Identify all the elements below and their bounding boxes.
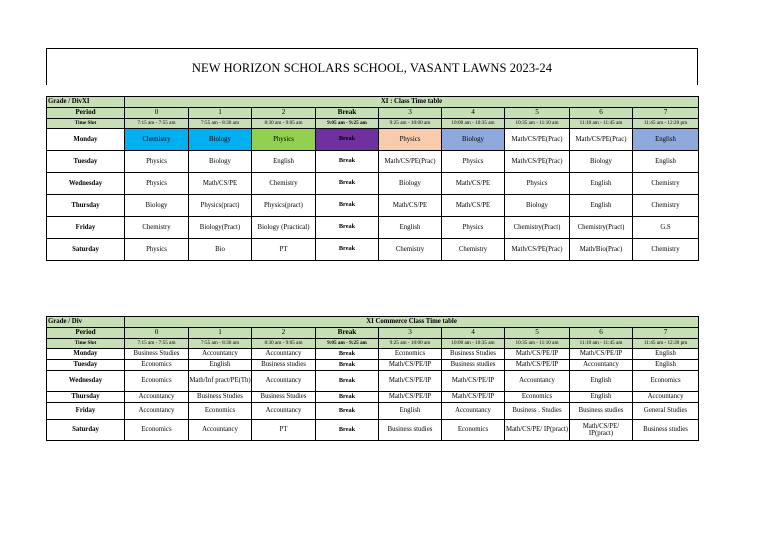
day-label: Monday [47, 129, 125, 151]
table-row [47, 392, 699, 403]
timetable-cell: Physics [379, 129, 442, 151]
period-number: 5 [505, 328, 570, 339]
timetable-cell: Business Studies [252, 392, 316, 403]
timetable-cell: Biology [189, 129, 252, 151]
table-caption-row [47, 97, 699, 108]
period-number: 6 [570, 328, 633, 339]
timetable-cell: Physics(pract) [189, 195, 252, 217]
school-title-box [46, 48, 698, 85]
timetable-cell: Economics [633, 371, 699, 392]
day-label: Wednesday [47, 173, 125, 195]
timeslot: 11:10 am - 11:45 am [570, 119, 633, 129]
break-cell: Break [316, 239, 379, 261]
timetable-cell: Biology (Practical) [252, 217, 316, 239]
table-row [47, 217, 699, 239]
timetable-cell: Business Studies [189, 392, 252, 403]
timetable-cell: Economics [379, 349, 442, 360]
timetable-cell: English [570, 392, 633, 403]
timetable-cell: Chemistry [252, 173, 316, 195]
commerce-timetable [46, 316, 699, 441]
timetable-cell: Math/CS/PE [442, 173, 505, 195]
table-row [47, 349, 699, 360]
timetable-cell: Biology [379, 173, 442, 195]
timetable-cell: English [379, 217, 442, 239]
timeslot: 10:35 am - 11:10 am [505, 119, 570, 129]
day-label: Tuesday [47, 360, 125, 371]
timetable-cell: Business studies [442, 360, 505, 371]
timetable-cell: Math/CS/PE/IP [570, 349, 633, 360]
timetable-cell: Accountancy [442, 403, 505, 420]
timetable-cell: Biology [125, 195, 189, 217]
break-cell: Break [316, 173, 379, 195]
day-label: Monday [47, 349, 125, 360]
timetable-cell: Math/CS/PE(Prac) [505, 129, 570, 151]
period-row [47, 108, 699, 119]
timetable-cell: Math/CS/PE/ IP(pract) [570, 420, 633, 441]
period-number: 1 [189, 328, 252, 339]
day-label: Friday [47, 217, 125, 239]
timetable-cell: Chemistry [633, 239, 699, 261]
timetable-cell: G.S [633, 217, 699, 239]
table-caption: XI Commerce Class Time table [125, 317, 699, 328]
day-label: Tuesday [47, 151, 125, 173]
timetable-cell: English [633, 360, 699, 371]
period-number: 3 [379, 108, 442, 119]
timetable-cell: English [570, 195, 633, 217]
period-number: 0 [125, 108, 189, 119]
timeslot: 7:55 am - 8:30 am [189, 339, 252, 349]
period-number: 7 [633, 328, 699, 339]
timetable-cell: Accountancy [633, 392, 699, 403]
day-label: Saturday [47, 420, 125, 441]
timeslot-label: Time Slot [47, 339, 125, 349]
timetable-cell: Business studies [379, 420, 442, 441]
timetable-cell: English [633, 349, 699, 360]
timetable-cell: Math/CS/PE/IP [379, 360, 442, 371]
break-cell: Break [316, 371, 379, 392]
break-cell: Break [316, 403, 379, 420]
timetable-cell: English [252, 151, 316, 173]
timetable-cell: Chemistry [379, 239, 442, 261]
timetable-cell: Accountancy [252, 403, 316, 420]
timetable-cell: Physics [125, 239, 189, 261]
timeslot: 10:00 am - 10:35 am [442, 339, 505, 349]
table-row [47, 239, 699, 261]
timetable-cell: Biology [505, 195, 570, 217]
table-row [47, 360, 699, 371]
grade-label: Grade / DivXI [47, 97, 125, 108]
timetable-cell: Physics [125, 173, 189, 195]
timetable-cell: Biology [189, 151, 252, 173]
table-row [47, 129, 699, 151]
timetable-cell: Economics [442, 420, 505, 441]
break-cell: Break [316, 420, 379, 441]
day-label: Thursday [47, 195, 125, 217]
timeslot: 11:45 am - 12:20 pm [633, 119, 699, 129]
timetable-cell: Accountancy [125, 392, 189, 403]
timetable-cell: Business studies [252, 360, 316, 371]
timeslot-row [47, 119, 699, 129]
timetable-cell: PT [252, 420, 316, 441]
timetable-cell: Biology [442, 129, 505, 151]
timetable-cell: Economics [189, 403, 252, 420]
timeslot-row [47, 339, 699, 349]
timetable-cell: Math/CS/PE(Prac) [505, 239, 570, 261]
timetable-cell: Accountancy [505, 371, 570, 392]
day-label: Saturday [47, 239, 125, 261]
break-cell: Break [316, 129, 379, 151]
timeslot: 7:15 am - 7:55 am [125, 119, 189, 129]
timetable-cell: Math/CS/PE/IP [505, 349, 570, 360]
timetable-cell: Math/CS/PE/ IP(pract) [505, 420, 570, 441]
timetable-cell: Business . Studies [505, 403, 570, 420]
timetable-cell: Physics [442, 151, 505, 173]
day-label: Friday [47, 403, 125, 420]
period-label: Period [47, 108, 125, 119]
timetable-cell: Chemistry [633, 173, 699, 195]
break-cell: Break [316, 195, 379, 217]
timeslot: 8:30 am - 9:05 am [252, 119, 316, 129]
timetable-cell: Physics [442, 217, 505, 239]
timeslot: 7:55 am - 8:30 am [189, 119, 252, 129]
timeslot: 7:15 am - 7:55 am [125, 339, 189, 349]
timetable-cell: Chemistry(Pract) [505, 217, 570, 239]
period-number: Break [316, 328, 379, 339]
timetable-cell: Biology(Pract) [189, 217, 252, 239]
school-title: NEW HORIZON SCHOLARS SCHOOL, VASANT LAWNS 2023-24 [191, 61, 553, 75]
timetable-cell: Math/CS/PE/IP [505, 360, 570, 371]
timetable-cell: Bio [189, 239, 252, 261]
table-caption-row [47, 317, 699, 328]
table-row [47, 151, 699, 173]
timeslot: 9:25 am - 10:00 am [379, 339, 442, 349]
timetable-cell: Business Studies [442, 349, 505, 360]
table-row [47, 403, 699, 420]
table-row [47, 420, 699, 441]
timeslot: 11:10 am - 11:45 am [570, 339, 633, 349]
timetable-cell: Chemistry [442, 239, 505, 261]
timetable-cell: Math/CS/PE/IP [442, 392, 505, 403]
timetable-cell: Economics [125, 420, 189, 441]
timetable-cell: Biology [570, 151, 633, 173]
period-number: 2 [252, 328, 316, 339]
break-cell: Break [316, 392, 379, 403]
timetable-cell: Math/Inf pract/PE(Th) [189, 371, 252, 392]
timetable-cell: Accountancy [125, 403, 189, 420]
period-label: Period [47, 328, 125, 339]
table-row [47, 195, 699, 217]
timetable-cell: Math/Bio(Prac) [570, 239, 633, 261]
timetable-cell: Accountancy [189, 349, 252, 360]
timetable-cell: Business Studies [125, 349, 189, 360]
timetable-cell: Math/CS/PE(Prac) [570, 129, 633, 151]
timetable-cell: Accountancy [570, 360, 633, 371]
timeslot: 9:05 am - 9:25 am [316, 119, 379, 129]
timeslot: 11:45 am - 12:20 pm [633, 339, 699, 349]
timetable-cell: English [570, 371, 633, 392]
period-row [47, 328, 699, 339]
timetable-cell: Physics(pract) [252, 195, 316, 217]
timetable-cell: Accountancy [252, 371, 316, 392]
timetable-cell: Math/CS/PE [189, 173, 252, 195]
timetable-cell: English [633, 129, 699, 151]
timeslot: 8:30 am - 9:05 am [252, 339, 316, 349]
timetable-cell: Accountancy [252, 349, 316, 360]
timetable-cell: Economics [505, 392, 570, 403]
timetable-cell: English [189, 360, 252, 371]
table-row [47, 371, 699, 392]
period-number: 7 [633, 108, 699, 119]
period-number: 5 [505, 108, 570, 119]
period-number: 0 [125, 328, 189, 339]
period-number: 1 [189, 108, 252, 119]
timetable-cell: Math/CS/PE [442, 195, 505, 217]
timeslot: 9:05 am - 9:25 am [316, 339, 379, 349]
table-caption: XI : Class Time table [125, 97, 699, 108]
grade-label: Grade / Div [47, 317, 125, 328]
break-cell: Break [316, 349, 379, 360]
timetable-cell: Physics [125, 151, 189, 173]
timetable-cell: Chemistry [633, 195, 699, 217]
timetable-cell: Math/CS/PE(Prac) [505, 151, 570, 173]
timetable-cell: Business studies [570, 403, 633, 420]
day-label: Thursday [47, 392, 125, 403]
timetable-cell: Physics [505, 173, 570, 195]
timetable-cell: Chemistry [125, 129, 189, 151]
period-number: 4 [442, 108, 505, 119]
timeslot: 10:35 am - 11:10 am [505, 339, 570, 349]
timetable-cell: Chemistry [125, 217, 189, 239]
break-cell: Break [316, 217, 379, 239]
break-cell: Break [316, 151, 379, 173]
timetable-cell: Math/CS/PE/IP [379, 392, 442, 403]
period-number: 2 [252, 108, 316, 119]
timetable-cell: Economics [125, 371, 189, 392]
timetable-cell: English [633, 151, 699, 173]
timetable-cell: English [570, 173, 633, 195]
break-cell: Break [316, 360, 379, 371]
period-number: 3 [379, 328, 442, 339]
timetable-cell: Math/CS/PE [379, 195, 442, 217]
timetable-cell: General Studies [633, 403, 699, 420]
timetable-cell: Math/CS/PE(Prac) [379, 151, 442, 173]
timetable-cell: Chemistry(Pract) [570, 217, 633, 239]
table-row [47, 173, 699, 195]
timeslot-label: Time Slot [47, 119, 125, 129]
timetable-cell: English [379, 403, 442, 420]
day-label: Wednesday [47, 371, 125, 392]
timeslot: 9:25 am - 10:00 am [379, 119, 442, 129]
period-number: 4 [442, 328, 505, 339]
science-timetable [46, 96, 699, 261]
period-number: 6 [570, 108, 633, 119]
timetable-cell: Physics [252, 129, 316, 151]
timetable-cell: Math/CS/PE/IP [379, 371, 442, 392]
timetable-cell: Economics [125, 360, 189, 371]
timetable-cell: Business studies [633, 420, 699, 441]
timetable-cell: Math/CS/PE/IP [442, 371, 505, 392]
period-number: Break [316, 108, 379, 119]
timetable-cell: Accountancy [189, 420, 252, 441]
timetable-cell: PT [252, 239, 316, 261]
timeslot: 10:00 am - 10:35 am [442, 119, 505, 129]
